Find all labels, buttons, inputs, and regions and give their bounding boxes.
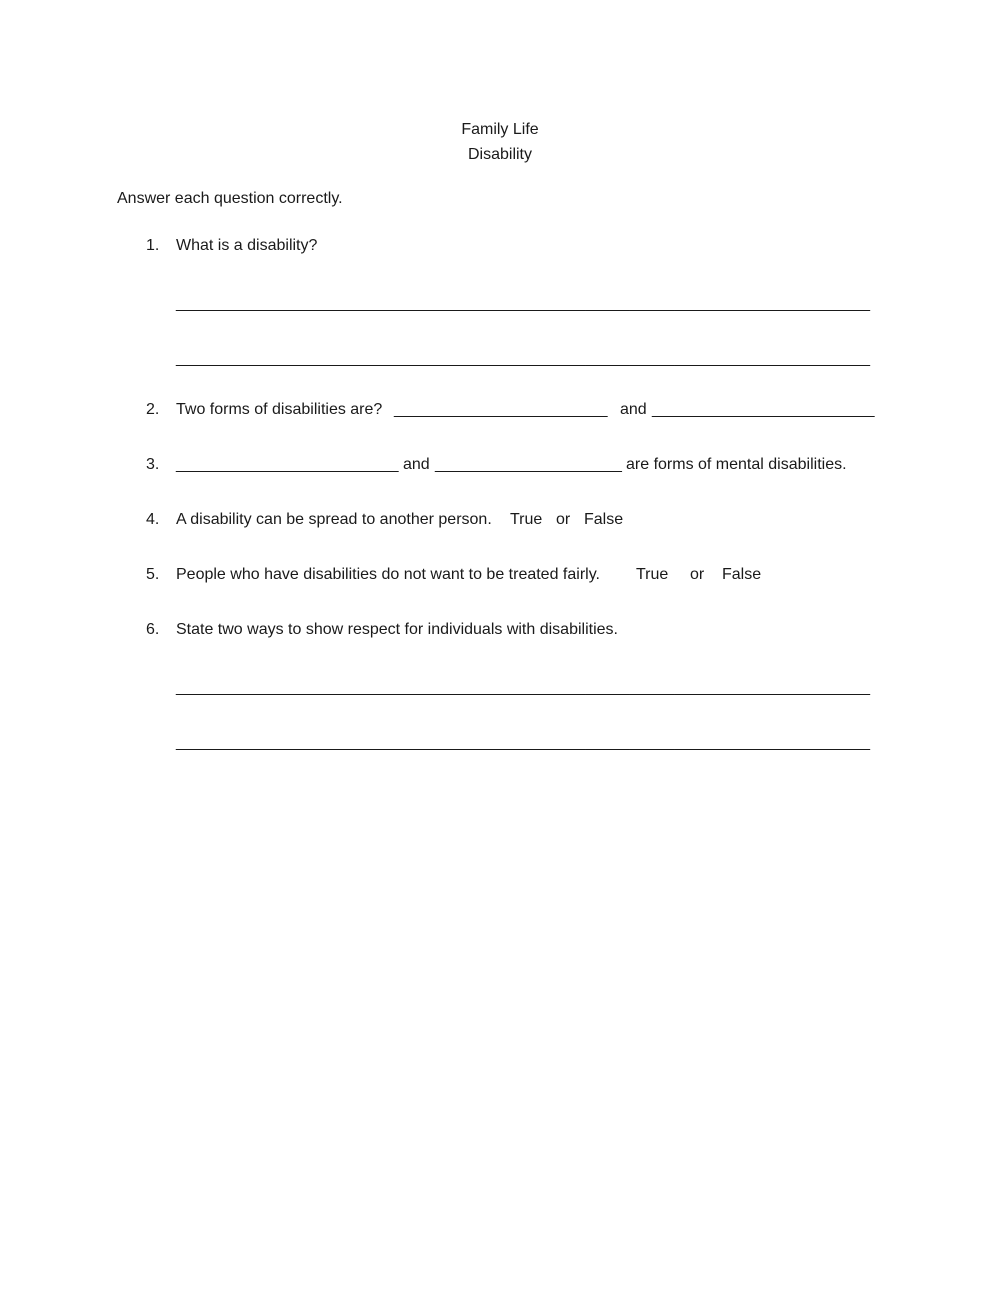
question-5-text: People who have disabilities do not want to be treated fairly. <box>176 566 600 583</box>
question-3-blank-1[interactable]: _________________________ <box>176 456 399 473</box>
question-2-blank-2[interactable]: _________________________ <box>652 401 875 418</box>
question-5-or: or <box>690 566 705 583</box>
question-4-text: A disability can be spread to another person. <box>176 511 492 528</box>
question-2-number: 2. <box>146 401 160 418</box>
question-4-or: or <box>556 511 571 528</box>
question-2-and: and <box>620 401 647 418</box>
question-6-text: State two ways to show respect for individuals with disabilities. <box>176 621 618 638</box>
question-2-text: Two forms of disabilities are? <box>176 401 383 418</box>
question-5-number: 5. <box>146 566 160 583</box>
question-4-true-option[interactable]: True <box>510 511 543 528</box>
question-4-false-option[interactable]: False <box>584 511 624 528</box>
question-1-answer-line-1[interactable]: ______________________________________________________________________________ <box>176 295 871 312</box>
question-6-answer-line-2[interactable]: ______________________________________________________________________________ <box>176 734 871 751</box>
question-1-answer-line-2[interactable]: ______________________________________________________________________________ <box>176 350 871 367</box>
question-5-true-option[interactable]: True <box>636 566 669 583</box>
question-6-number: 6. <box>146 621 160 638</box>
question-6-answer-line-1[interactable]: ______________________________________________________________________________ <box>176 679 871 696</box>
question-3-and: and <box>403 456 430 473</box>
question-2-blank-1[interactable]: ________________________ <box>394 401 608 418</box>
question-3-blank-2[interactable]: _____________________ <box>435 456 622 473</box>
worksheet-title: Family Life <box>461 121 539 138</box>
question-4-number: 4. <box>146 511 160 528</box>
question-1-text: What is a disability? <box>176 237 318 254</box>
instructions: Answer each question correctly. <box>117 190 343 207</box>
question-5-false-option[interactable]: False <box>722 566 762 583</box>
worksheet-subtitle: Disability <box>467 146 532 163</box>
header <box>0 117 1000 167</box>
question-3-text: are forms of mental disabilities. <box>626 456 847 473</box>
question-3-number: 3. <box>146 456 160 473</box>
question-1-number: 1. <box>146 237 160 254</box>
